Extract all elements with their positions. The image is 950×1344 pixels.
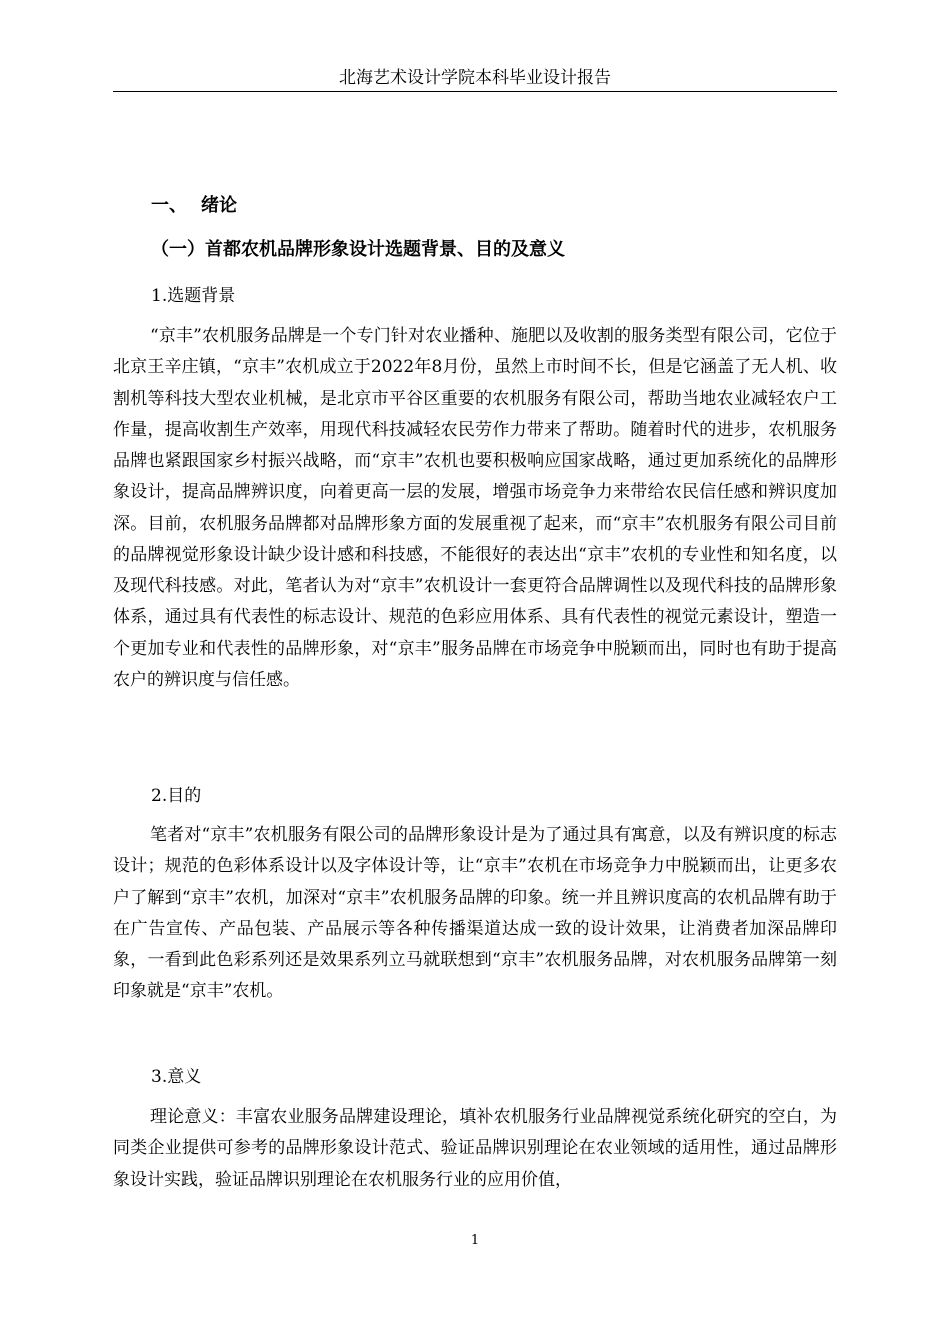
header-rule <box>113 91 837 92</box>
chapter-title: 绪论 <box>201 195 237 216</box>
subsection-heading-purpose: 2.目的 <box>151 786 202 806</box>
paragraph-significance: 理论意义：丰富农业服务品牌建设理论，填补农机服务行业品牌视觉系统化研究的空白，为同类企业提供可参考的品牌形象设计范式、验证品牌识别理论在农业领域的适用性，通过品牌形象设计实践，验证品牌识别理论在农机服务行业的应用价值， <box>113 1107 837 1190</box>
chapter-heading <box>151 192 237 220</box>
page-number: 1 <box>470 1233 480 1248</box>
subsection-heading-background: 1.选题背景 <box>151 286 236 306</box>
running-header: 北海艺术设计学院本科毕业设计报告 <box>339 68 611 88</box>
chapter-number: 一、 <box>151 195 187 216</box>
subsection-heading-significance: 3.意义 <box>151 1067 202 1087</box>
paragraph-background: “京丰”农机服务品牌是一个专门针对农业播种、施肥以及收割的服务类型有限公司，它位于北京王辛庄镇，“京丰”农机成立于2022年8月份，虽然上市时间不长，但是它涵盖了无人机、收割机等科技大型农业机械，是北京市平谷区重要的农机服务有限公司，帮助当地农业减轻农户工作量，提高收割生产效率，用现代科技减轻农民劳作力带来了帮助。随着时代的进步，农机服务品牌也紧跟国家乡村振兴战略，而“京丰”农机也要积极响应国家战略，通过更加系统化的品牌形象设计，提高品牌辨识度，向着更高一层的发展，增强市场竞争力来带给农民信任感和辨识度加深。目前，农机服务品牌都对品牌形象方面的发展重视了起来，而“京丰”农机服务有限公司目前的品牌视觉形象设计缺少设计感和科技感，不能很好的表达出“京丰”农机的专业性和知名度，以及现代科技感。对此，笔者认为对“京丰”农机设计一套更符合品牌调性以及现代科技的品牌形象体系，通过具有代表性的标志设计、规范的色彩应用体系、具有代表性的视觉元素设计，塑造一个更加专业和代表性的品牌形象，对“京丰”服务品牌在市场竞争中脱颖而出，同时也有助于提高农户的辨识度与信任感。 <box>113 326 837 690</box>
section-heading: （一）首都农机品牌形象设计选题背景、目的及意义 <box>151 239 565 260</box>
paragraph-purpose: 笔者对“京丰”农机服务有限公司的品牌形象设计是为了通过具有寓意，以及有辨识度的标志设计；规范的色彩体系设计以及字体设计等，让“京丰”农机在市场竞争力中脱颖而出，让更多农户了解到“京丰”农机，加深对“京丰”农机服务品牌的印象。统一并且辨识度高的农机品牌有助于在广告宣传、产品包装、产品展示等各种传播渠道达成一致的设计效果，让消费者加深品牌印象，一看到此色彩系列还是效果系列立马就联想到“京丰”农机服务品牌，对农机服务品牌第一刻印象就是“京丰”农机。 <box>113 825 837 1002</box>
